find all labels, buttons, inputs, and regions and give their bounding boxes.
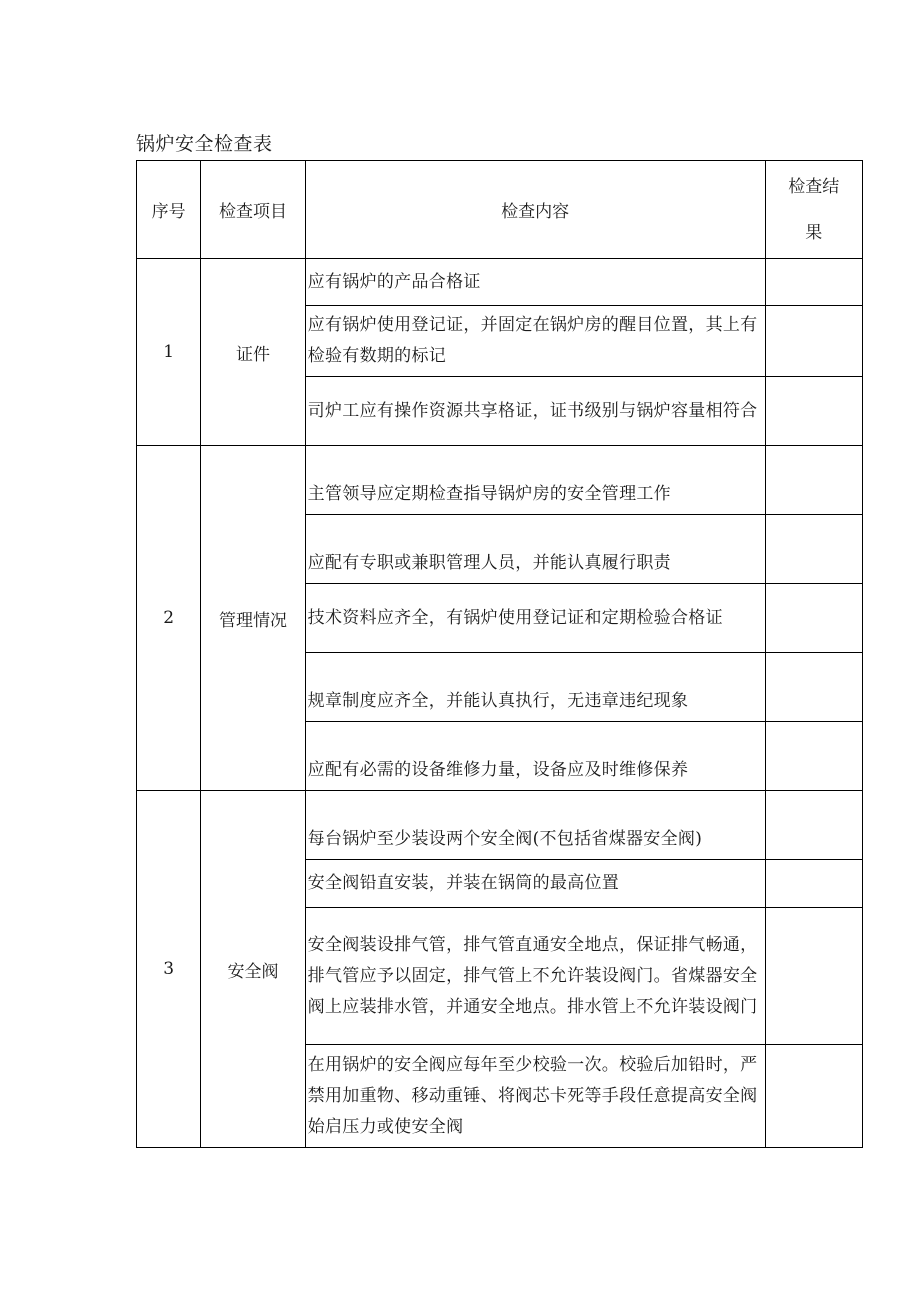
check-content: 应配有必需的设备维修力量，设备应及时维修保养 (305, 722, 765, 791)
result-cell[interactable] (765, 791, 862, 860)
check-content: 规章制度应齐全，并能认真执行，无违章违纪现象 (305, 653, 765, 722)
check-content: 应有锅炉的产品合格证 (305, 259, 765, 306)
header-result-line1: 检查结 (788, 176, 840, 197)
check-content: 技术资料应齐全，有锅炉使用登记证和定期检验合格证 (305, 584, 765, 653)
inspection-table (136, 160, 863, 1148)
result-cell[interactable] (765, 584, 862, 653)
table-row (137, 259, 863, 306)
group-seq: 1 (137, 259, 201, 446)
header-seq: 序号 (137, 161, 201, 259)
check-content: 主管领导应定期检查指导锅炉房的安全管理工作 (305, 446, 765, 515)
header-result (765, 161, 862, 259)
result-cell[interactable] (765, 377, 862, 446)
group-item: 安全阀 (201, 791, 305, 1148)
table-header-row (137, 161, 863, 259)
result-cell[interactable] (765, 446, 862, 515)
result-cell[interactable] (765, 908, 862, 1045)
check-content: 司炉工应有操作资源共享格证，证书级别与锅炉容量相符合 (305, 377, 765, 446)
result-cell[interactable] (765, 259, 862, 306)
result-cell[interactable] (765, 860, 862, 908)
result-cell[interactable] (765, 515, 862, 584)
table-row (137, 791, 863, 860)
header-content: 检查内容 (305, 161, 765, 259)
page-title: 锅炉安全检查表 (136, 133, 273, 155)
check-content: 每台锅炉至少装设两个安全阀(不包括省煤器安全阀) (305, 791, 765, 860)
check-content: 在用锅炉的安全阀应每年至少校验一次。校验后加铅时，严禁用加重物、移动重锤、将阀芯卡死等手段任意提高安全阀始启压力或使安全阀 (305, 1045, 765, 1148)
result-cell[interactable] (765, 1045, 862, 1148)
result-cell[interactable] (765, 722, 862, 791)
group-seq: 3 (137, 791, 201, 1148)
check-content: 安全阀装设排气管，排气管直通安全地点，保证排气畅通，排气管应予以固定，排气管上不允许装设阀门。省煤器安全阀上应装排水管，并通安全地点。排水管上不允许装设阀门 (305, 908, 765, 1045)
check-content: 应配有专职或兼职管理人员，并能认真履行职责 (305, 515, 765, 584)
group-seq: 2 (137, 446, 201, 791)
check-content: 安全阀铅直安装，并装在锅筒的最高位置 (305, 860, 765, 908)
check-content: 应有锅炉使用登记证，并固定在锅炉房的醒目位置，其上有检验有数期的标记 (305, 306, 765, 377)
header-item: 检查项目 (201, 161, 305, 259)
result-cell[interactable] (765, 306, 862, 377)
header-result-line2: 果 (805, 222, 823, 243)
group-item: 管理情况 (201, 446, 305, 791)
table-row (137, 446, 863, 515)
group-item: 证件 (201, 259, 305, 446)
result-cell[interactable] (765, 653, 862, 722)
